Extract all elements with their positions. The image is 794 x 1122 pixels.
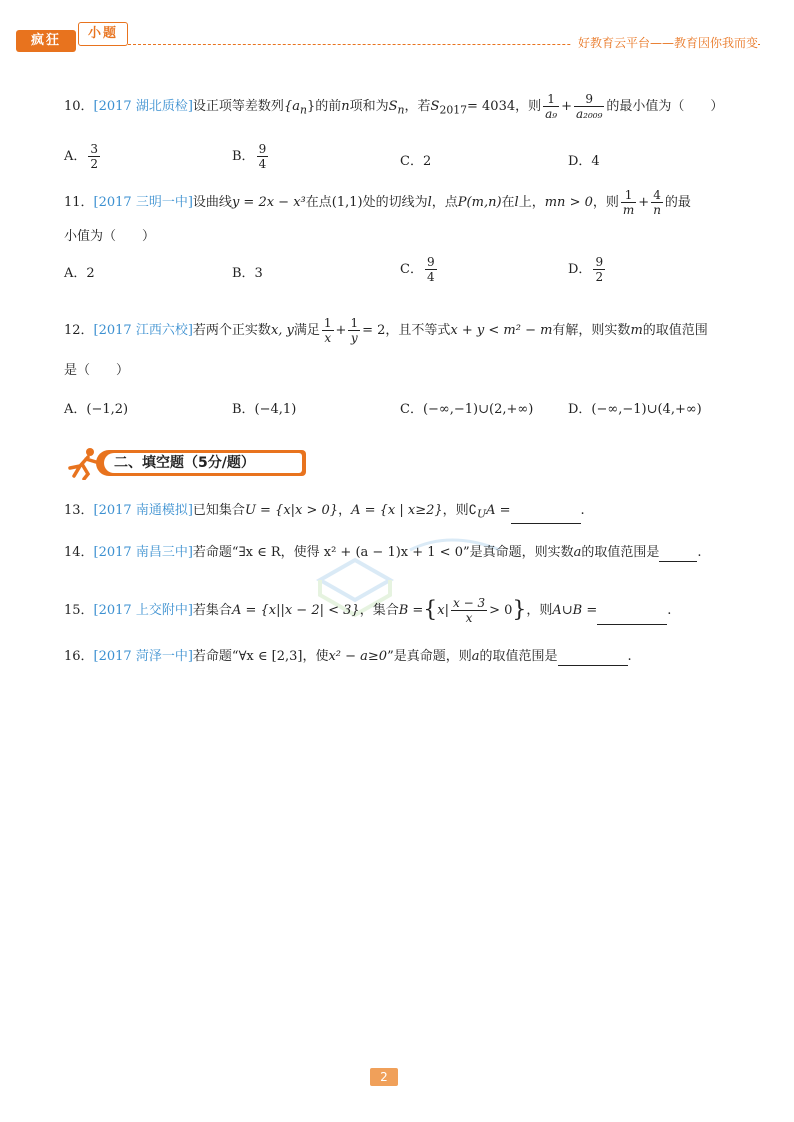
option-d: D．4 [568,154,600,169]
option-c: C． $\frac{9}{4}$ [400,255,435,284]
source-tag: [2017 南昌三中] [93,545,193,560]
option-a: A．2 [64,266,95,281]
source-tag: [2017 上交附中] [93,603,193,618]
option-a: A．(−1,2) [64,402,129,417]
answer-blank [558,665,628,666]
option-b: B． $\frac{9}{4}$ [232,142,267,171]
source-tag: [2017 三明一中] [93,195,193,210]
question-15: 15．[2017 上交附中]若集合A = {x||x − 2| < 3}，集合B ={x| $\frac{x - 3}{x}$ > 0}，则A∪B = . [64,596,672,625]
question-10: 10．[2017 湖北质检]设正项等差数列$\{a_n\}$的前n项和为$S_n$，若$S_{2017}= 4034$，则 $\frac{1}{\text{a₉}}$ + $\frac{9}{\text{a₂₀₀₉}}$ 的最小值为（ ） [64,92,724,121]
answer-blank [597,624,667,625]
option-b: B．(−4,1) [232,402,297,417]
option-d: D． $\frac{9}{2}$ [568,255,604,284]
answer-blank [511,523,581,524]
question-12: 12．[2017 江西六校]若两个正实数x, y满足 $\frac{1}{x}$ + $\frac{1}{y}$ = 2，且不等式x + y < m² − m有解，则实数m的取值范围 [64,316,708,345]
source-tag: [2017 菏泽一中] [93,649,193,664]
header-badge-crazy: 疯狂 [16,30,76,52]
source-tag: [2017 南通模拟] [93,503,193,518]
fraction: $\frac{1}{\text{a₉}}$ [545,92,558,121]
question-12-line2: 是（ ） [64,363,130,378]
page-number: 2 [370,1068,398,1086]
question-16: 16．[2017 菏泽一中]若命题“∀x ∈ [2,3]，使x² − a≥0”是真命题，则a的取值范围是 . [64,649,632,664]
question-13: 13．[2017 南通模拟]已知集合U = {x|x > 0}，A = {x | x≥2}，则$∁_UA$ = . [64,502,585,524]
question-11-line2: 小值为（ ） [64,229,156,244]
option-d: D．(−∞,−1)∪(4,+∞) [568,402,702,417]
section-header-fill-in [64,446,310,480]
option-c: C．2 [400,154,432,169]
header-badge-small-questions: 小题 [78,22,128,46]
question-14: 14．[2017 南昌三中]若命题“∃x ∈ R，使得 x² + (a − 1)x + 1 < 0”是真命题，则实数a的取值范围是 . [64,545,702,560]
question-11: 11．[2017 三明一中]设曲线y = 2x − x³在点(1,1)处的切线为l，点P(m,n)在l上，mn > 0，则 $\frac{1}{m}$ + $\frac{4}{n}$ 的最 [64,188,691,217]
answer-blank [659,561,697,562]
fraction: $\frac{9}{\text{a₂₀₀₉}}$ [575,92,603,121]
header-slogan: 好教育云平台——教育因你我而变 [572,34,758,51]
option-a: A． $\frac{3}{2}$ [64,142,99,171]
section-title: 二、填空题（5分/题） [104,453,302,473]
option-b: B．3 [232,266,263,281]
source-tag: [2017 江西六校] [93,323,193,338]
option-c: C．(−∞,−1)∪(2,+∞) [400,402,534,417]
source-tag: [2017 湖北质检] [93,99,193,114]
runner-icon [64,446,104,480]
